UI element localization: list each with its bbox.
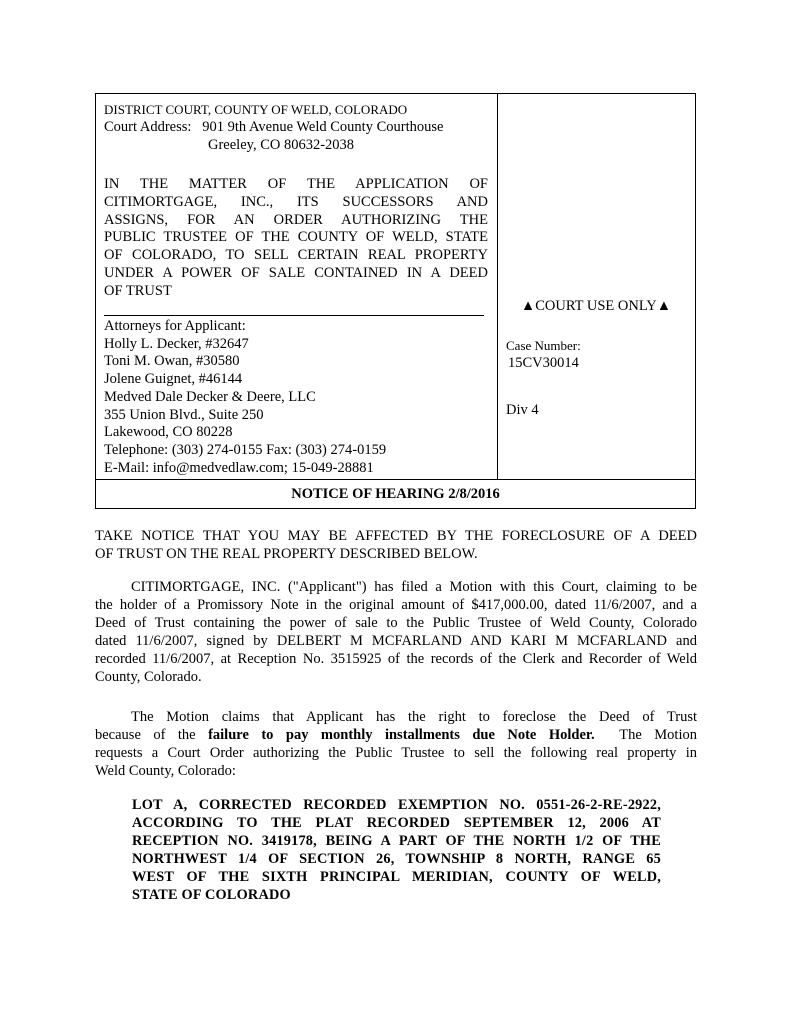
paragraph-line: dated 11/6/2007, signed by DELBERT M MCFARLAND AND KARI M MCFARLAND and bbox=[95, 633, 697, 649]
attorney-line: 355 Union Blvd., Suite 250 bbox=[104, 406, 264, 423]
legal-line: ACCORDING TO THE PLAT RECORDED SEPTEMBER 12, 2006 AT bbox=[132, 815, 661, 831]
case-number: 15CV30014 bbox=[508, 355, 579, 371]
attorney-line: Medved Dale Decker & Deere, LLC bbox=[104, 388, 316, 405]
paragraph-line: County, Colorado. bbox=[95, 669, 202, 685]
take-notice-paragraph bbox=[95, 527, 697, 563]
division-label: Div 4 bbox=[506, 402, 539, 418]
attorney-line: E-Mail: info@medvedlaw.com; 15-049-28881 bbox=[104, 459, 374, 476]
text-run: because of the bbox=[95, 727, 209, 743]
paragraph-line: CITIMORTGAGE, INC. ("Applicant") has filed a Motion with this Court, claiming to be bbox=[131, 579, 697, 595]
matter-line: UNDER A POWER OF SALE CONTAINED IN A DEED bbox=[104, 264, 488, 281]
court-address-line1: Court Address: 901 9th Avenue Weld County Courthouse bbox=[104, 119, 444, 135]
matter-line: OF TRUST bbox=[104, 282, 172, 299]
matter-line: OF COLORADO, TO SELL CERTAIN REAL PROPERTY bbox=[104, 247, 488, 264]
matter-caption bbox=[104, 176, 488, 301]
text-run: The Motion bbox=[594, 727, 697, 743]
legal-line: RECEPTION NO. 3419178, BEING A PART OF THE NORTH 1/2 OF THE bbox=[132, 833, 661, 849]
paragraph-line: recorded 11/6/2007, at Reception No. 3515925 of the records of the Clerk and Recorder of Weld bbox=[95, 651, 697, 667]
case-caption-box bbox=[95, 93, 696, 509]
paragraph-line: requests a Court Order authorizing the Public Trustee to sell the following real property in bbox=[95, 745, 697, 761]
paragraph-line: Weld County, Colorado: bbox=[95, 763, 236, 779]
court-name: DISTRICT COURT, COUNTY OF WELD, COLORADO bbox=[104, 102, 408, 117]
legal-line: NORTHWEST 1/4 OF SECTION 26, TOWNSHIP 8 NORTH, RANGE 65 bbox=[132, 851, 661, 867]
legal-line: WEST OF THE SIXTH PRINCIPAL MERIDIAN, COUNTY OF WELD, bbox=[132, 869, 661, 885]
matter-line: IN THE MATTER OF THE APPLICATION OF bbox=[104, 176, 488, 192]
notice-title: NOTICE OF HEARING 2/8/2016 bbox=[96, 479, 695, 509]
paragraph-line: The Motion claims that Applicant has the right to foreclose the Deed of Trust bbox=[131, 709, 697, 725]
court-address-line2: Greeley, CO 80632-2038 bbox=[208, 137, 355, 153]
motion-filed-paragraph bbox=[95, 578, 697, 686]
attorney-line: Telephone: (303) 274-0155 Fax: (303) 274-0159 bbox=[104, 441, 387, 458]
caption-divider bbox=[104, 315, 484, 316]
paragraph-line: TAKE NOTICE THAT YOU MAY BE AFFECTED BY THE FORECLOSURE OF A DEED bbox=[95, 528, 697, 544]
paragraph-line: the holder of a Promissory Note in the original amount of $417,000.00, dated 11/6/2007, and a bbox=[95, 597, 697, 613]
legal-description bbox=[132, 796, 661, 904]
paragraph-line: OF TRUST ON THE REAL PROPERTY DESCRIBED BELOW. bbox=[95, 546, 478, 562]
attorney-line: Jolene Guignet, #46144 bbox=[104, 371, 243, 388]
matter-line: CITIMORTGAGE, INC., ITS SUCCESSORS AND bbox=[104, 193, 488, 210]
attorney-line: Toni M. Owan, #30580 bbox=[104, 353, 240, 370]
motion-claims-paragraph bbox=[95, 708, 697, 780]
attorney-line: Holly L. Decker, #32647 bbox=[104, 335, 249, 352]
legal-line: STATE OF COLORADO bbox=[132, 887, 291, 903]
paragraph-line bbox=[95, 726, 697, 744]
case-number-label: Case Number: bbox=[506, 338, 581, 353]
paragraph-line: Deed of Trust containing the power of sale to the Public Trustee of Weld County, Colorado bbox=[95, 615, 697, 631]
court-use-only-label: ▲COURT USE ONLY▲ bbox=[520, 298, 672, 314]
attorney-line: Attorneys for Applicant: bbox=[104, 318, 246, 334]
matter-line: PUBLIC TRUSTEE OF THE COUNTY OF WELD, STATE bbox=[104, 229, 488, 246]
caption-right-cell bbox=[497, 94, 696, 479]
matter-line: ASSIGNS, FOR AN ORDER AUTHORIZING THE bbox=[104, 211, 488, 228]
attorney-line: Lakewood, CO 80228 bbox=[104, 424, 233, 441]
attorney-block bbox=[104, 318, 386, 477]
default-reason: failure to pay monthly installments due Note Holder. bbox=[208, 727, 595, 743]
caption-left-cell bbox=[96, 94, 497, 479]
legal-line: LOT A, CORRECTED RECORDED EXEMPTION NO. 0551-26-2-RE-2922, bbox=[132, 797, 661, 813]
